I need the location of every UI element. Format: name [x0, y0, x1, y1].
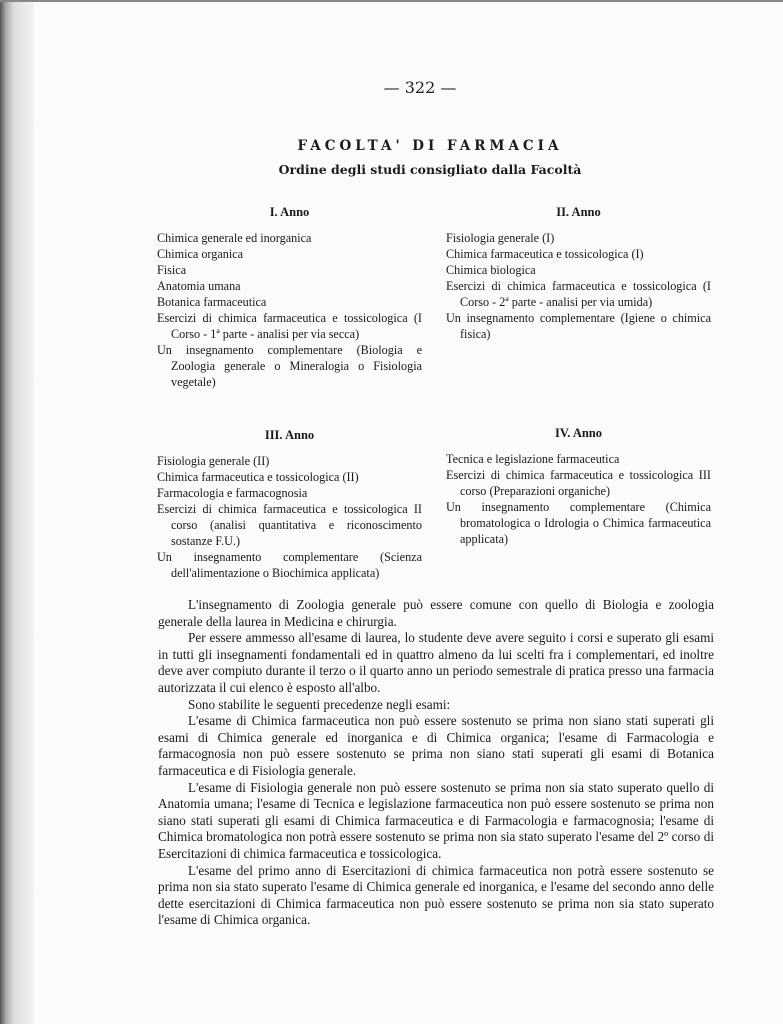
course-item: Esercizi di chimica farmaceutica e tossicologica III corso (Preparazioni organiche) — [446, 468, 711, 498]
year-4-section — [446, 425, 711, 547]
course-item: Fisiologia generale (II) — [157, 454, 270, 468]
scan-top-edge — [0, 0, 783, 2]
course-item: Chimica generale ed inorganica — [157, 231, 312, 245]
course-item: Un insegnamento complementare (Biologia e Zoologia generale o Mineralogia o Fisiologia vegetale) — [157, 343, 422, 389]
page-subtitle: Ordine degli studi consigliato dalla Facoltà — [278, 162, 582, 177]
course-item: Fisica — [157, 263, 187, 277]
paragraph: L'esame del primo anno di Esercitazioni di chimica farmaceutica non potrà essere sostenuto se prima non sia stato superato l'esame di Chimica generale ed inorganica, e l'esame del secondo anno delle dette esercitazioni di Chimica farmaceutica non può essere sostenuto se prima non sia stato superato l'esame di Chimica organica. — [158, 862, 714, 928]
year-heading: I. Anno — [269, 205, 310, 219]
course-item: Un insegnamento complementare (Igiene o chimica fisica) — [446, 311, 711, 341]
course-item: Esercizi di chimica farmaceutica e tossicologica (I Corso - 1ª parte - analisi per via secca) — [157, 311, 422, 341]
course-item: Esercizi di chimica farmaceutica e tossicologica II corso (analisi quantitativa e riconoscimento sostanze F.U.) — [157, 502, 422, 548]
paragraph: L'esame di Fisiologia generale non può essere sostenuto se prima non sia stato superato quello di Anatomia umana; l'esame di Tecnica e legislazione farmaceutica non può essere sostenuto se prima non siano stati superati gli esami di Chimica farmaceutica e di Farmacologia e farmacognosia; l'esame di Chimica bromatologica non potrà essere sostenuto se prima non sia stato superato l'esame del 2º corso di Esercitazioni di chimica farmaceutica e tossicologica. — [158, 779, 714, 861]
year-heading: IV. Anno — [554, 426, 603, 440]
course-item: Esercizi di chimica farmaceutica e tossicologica (I Corso - 2ª parte - analisi per via umida) — [446, 279, 711, 309]
course-item: Un insegnamento complementare (Chimica bromatologica o Idrologia o Chimica farmaceutica applicata) — [446, 500, 711, 546]
course-item: Anatomia umana — [157, 279, 241, 293]
paragraph: Sono stabilite le seguenti precedenze negli esami: — [188, 696, 451, 712]
course-item: Chimica biologica — [446, 263, 536, 277]
course-item: Farmacologia e farmacognosia — [157, 486, 308, 500]
course-item: Un insegnamento complementare (Scienza dell'alimentazione o Biochimica applicata) — [157, 550, 422, 580]
year-2-section — [446, 204, 711, 342]
page-number: — 322 — — [383, 78, 457, 97]
year-heading: II. Anno — [556, 205, 601, 219]
course-item: Fisiologia generale (I) — [446, 231, 555, 245]
course-item: Chimica farmaceutica e tossicologica (II) — [157, 470, 359, 484]
course-item: Botanica farmaceutica — [157, 295, 267, 309]
paragraph: L'esame di Chimica farmaceutica non può essere sostenuto se prima non siano stati superati gli esami di Chimica generale ed inorganica e di Chimica organica; l'esame di Farmacologia e farmacognosia non può essere sostenuto se prima non siano stati superati gli esami di Botanica farmaceutica e di Fisiologia generale. — [158, 713, 714, 778]
course-item: Tecnica e legislazione farmaceutica — [446, 452, 620, 466]
course-item: Chimica organica — [157, 247, 244, 261]
page-title: FACOLTA' DI FARMACIA — [297, 138, 563, 154]
paragraph: Per essere ammesso all'esame di laurea, lo studente deve avere seguito i corsi e superato gli esami in tutti gli insegnamenti fondamentali ed in quattro almeno da lui scelti fra i complementari, ed inoltre deve aver compiuto durante il terzo o il quarto anno un periodo semestrale di pratica presso una farmacia autorizzata il cui elenco è esposto all'albo. — [158, 630, 714, 695]
regulations-text — [158, 597, 714, 929]
year-1-section — [157, 204, 422, 390]
paragraph: L'insegnamento di Zoologia generale può essere comune con quello di Biologia e zoologia generale della laurea in Medicina e chirurgia. — [158, 597, 714, 629]
year-3-section — [157, 427, 422, 581]
year-heading: III. Anno — [264, 428, 315, 442]
course-item: Chimica farmaceutica e tossicologica (I) — [446, 247, 644, 261]
